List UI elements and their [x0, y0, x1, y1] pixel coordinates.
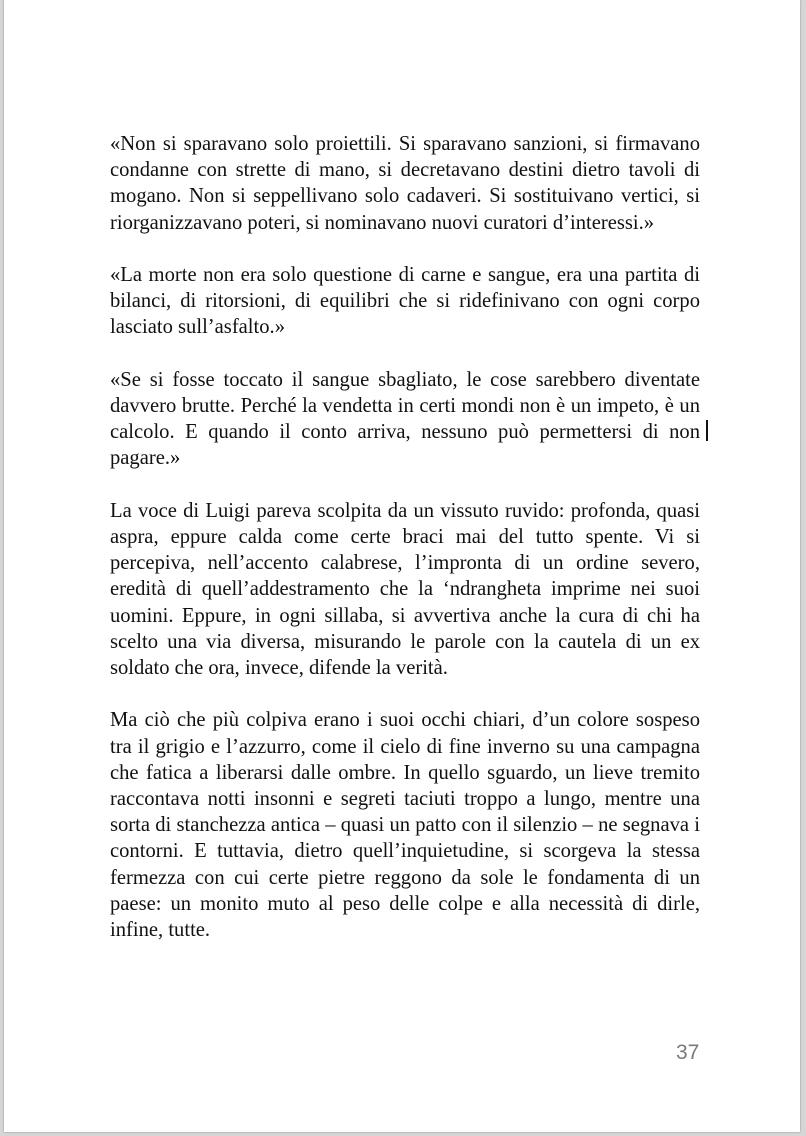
paragraph-2: «La morte non era solo questione di carne e sangue, era una partita di bilanci, di ritorsioni, di equilibri che si ridefinivano con ogni corpo lasciato sull’asfalto.»	[110, 264, 700, 339]
text-cursor	[706, 420, 708, 441]
paragraph-5: Ma ciò che più colpiva erano i suoi occhi chiari, d’un colore sospeso tra il grigio e l’azzurro, come il cielo di fine inverno su una campagna che fatica a liberarsi dalle ombre. In quello sguardo, un lieve tremito raccontava notti insonni e segreti taciuti troppo a lungo, mentre una sorta di stanchezza antica – quasi un patto con il silenzio – ne segnava i contorni. E tuttavia, dietro quell’inquietudine, si scorgeva la stessa fermezza con cui certe pietre reggono da sole le fondamenta di un paese: un monito muto al peso delle colpe e alla necessità di dirle, infine, tutte.	[110, 709, 700, 942]
paragraph-1: «Non si sparavano solo proiettili. Si sparavano sanzioni, si firmavano condanne con strette di mano, si decretavano destini dietro tavoli di mogano. Non si seppellivano solo cadaveri. Si sostituivano vertici, si riorganizzavano poteri, si nominavano nuovi curatori d’interessi.»	[110, 133, 700, 234]
page-number: 37	[676, 1041, 700, 1064]
paragraph-3: «Se si fosse toccato il sangue sbagliato, le cose sarebbero diventate davvero brutte. Perché la vendetta in certi mondi non è un impeto, è un calcolo. E quando il conto arriva, nessuno può permettersi di non pagare.»	[110, 368, 700, 470]
paragraph-4: La voce di Luigi pareva scolpita da un vissuto ruvido: profonda, quasi aspra, eppure calda come certe braci mai del tutto spente. Vi si percepiva, nell’accento calabrese, l’impronta di un ordine severo, eredità di quell’addestramento che la ‘ndrangheta imprime nei suoi uomini. Eppure, in ogni sillaba, si avvertiva anche la cura di chi ha scelto una via diversa, misurando le parole con la cautela di un ex soldato che ora, invece, difende la verità.	[110, 499, 700, 680]
body-text[interactable]	[110, 131, 700, 969]
document-page	[4, 0, 800, 1132]
